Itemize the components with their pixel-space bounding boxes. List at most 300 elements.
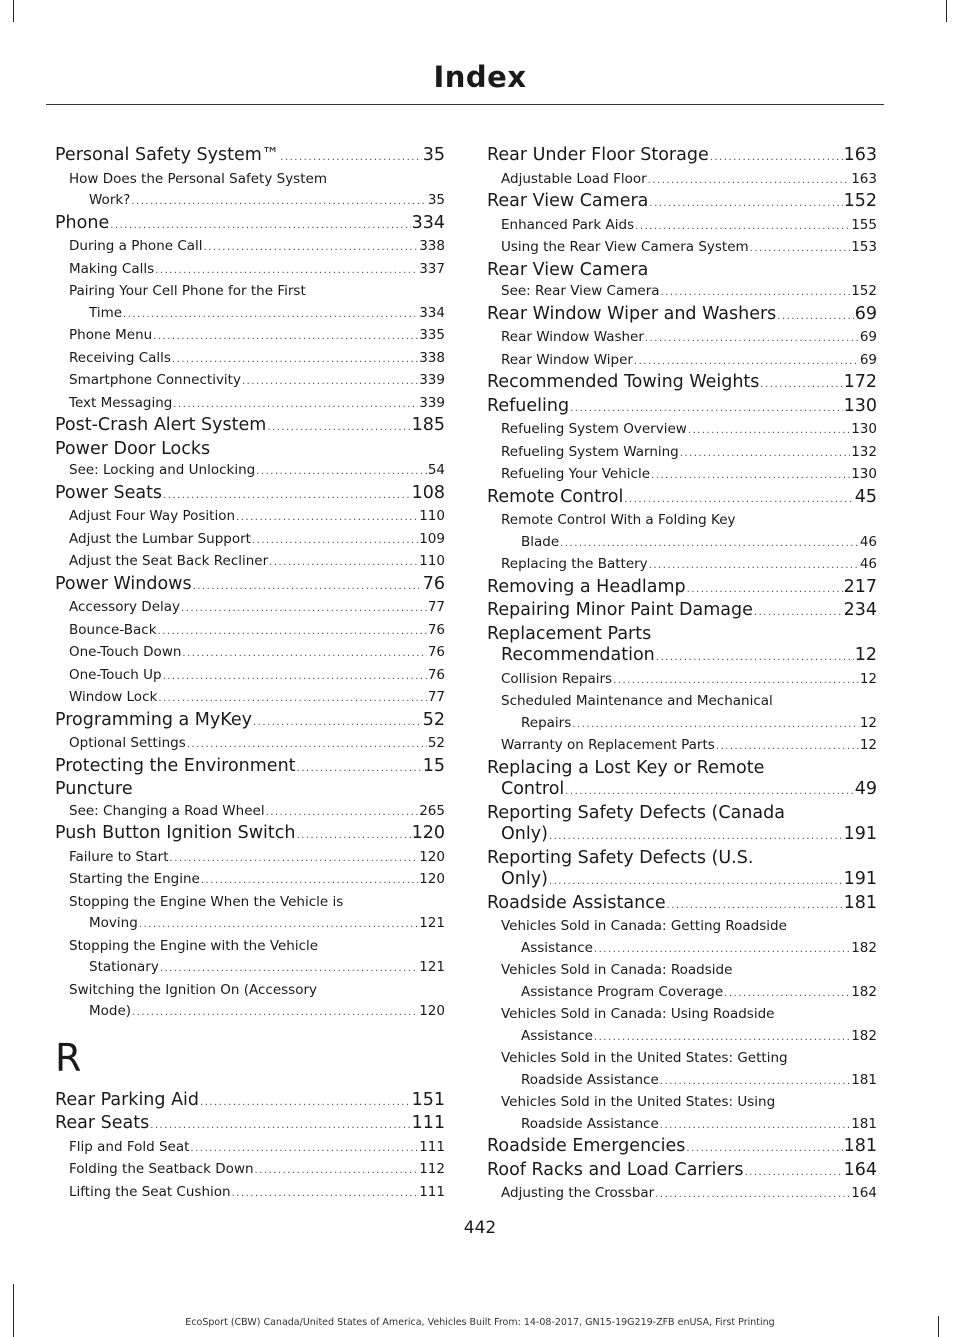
entry-text: Vehicles Sold in Canada: Roadside — [501, 962, 733, 978]
page-ref: 120 — [419, 1003, 445, 1019]
entry-text: Text Messaging — [69, 394, 173, 411]
entry-text: Adjustable Load Floor — [501, 170, 647, 187]
page-ref: 130 — [851, 421, 877, 437]
page-ref: 181 — [851, 1115, 877, 1132]
page-ref: 265 — [419, 802, 445, 819]
entry-text: Roadside Assistance — [521, 1071, 659, 1088]
dot-leader — [724, 983, 850, 1005]
entry-text: Refueling System Warning — [501, 443, 679, 460]
page-ref: 120 — [419, 871, 445, 887]
page-ref: 182 — [851, 1027, 877, 1044]
page-ref: 181 — [843, 892, 877, 913]
index-entry — [487, 600, 877, 624]
page-ref: 181 — [851, 1071, 877, 1088]
entry-text: How Does the Personal Safety System — [69, 170, 327, 187]
page-ref: 191 — [843, 869, 877, 889]
dot-leader — [163, 666, 427, 688]
index-subentry — [487, 419, 877, 442]
entry-text: See: Locking and Unlocking — [69, 462, 256, 478]
entry-text: Rear Window Washer — [501, 329, 644, 345]
page-ref: 337 — [419, 260, 445, 277]
index-subentry — [55, 642, 445, 665]
entry-text: Power Windows — [55, 573, 192, 594]
crop-mark-bottom-left — [13, 1284, 14, 1337]
dot-leader — [256, 461, 427, 483]
entry-text: Push Button Ignition Switch — [55, 823, 296, 843]
page-ref: 46 — [859, 533, 877, 550]
index-subentry — [55, 597, 445, 620]
page-ref: 334 — [419, 304, 445, 321]
header-divider — [46, 104, 884, 105]
entry-text: Control — [501, 779, 565, 799]
dot-leader — [253, 712, 422, 734]
index-subentry — [55, 506, 445, 529]
index-subentry — [55, 236, 445, 259]
index-subentry — [487, 464, 877, 487]
entry-text: Flip and Fold Seat — [69, 1138, 190, 1155]
dot-leader — [572, 714, 859, 736]
page-ref: 76 — [427, 644, 445, 660]
index-subentry — [487, 1183, 877, 1206]
entry-text: Refueling System Overview — [501, 421, 687, 437]
page-ref: 77 — [427, 689, 445, 705]
entry-text: Starting the Engine — [69, 871, 200, 887]
entry-text: Work? — [89, 192, 131, 208]
entry-text: Adjusting the Crossbar — [501, 1185, 655, 1201]
page-ref: 120 — [411, 823, 445, 843]
index-subentry — [55, 460, 445, 483]
entry-text: Using the Rear View Camera System — [501, 239, 749, 255]
footer-text: EcoSport (CBW) Canada/United States of America, Vehicles Built From: 14-08-2017, GN15-19G219-ZFB enUSA, First Printing — [185, 1317, 775, 1328]
index-entry — [55, 415, 445, 439]
page-number: 442 — [463, 1218, 497, 1238]
entry-text: Rear View Camera — [487, 259, 649, 280]
index-subentry — [55, 936, 445, 980]
entry-text: Rear Window Wiper and Washers — [487, 303, 777, 324]
page-ref: 77 — [427, 599, 445, 615]
index-entry — [55, 145, 445, 169]
dot-leader — [648, 170, 851, 192]
index-subentry — [487, 691, 877, 735]
page-ref: 120 — [419, 848, 445, 865]
dot-leader — [201, 870, 418, 892]
dot-leader — [777, 306, 853, 328]
entry-text: Adjust the Lumbar Support — [69, 530, 251, 547]
entry-text: Only) — [501, 869, 548, 889]
dot-leader — [549, 826, 843, 848]
dot-leader — [150, 1115, 410, 1137]
index-entry — [487, 1160, 877, 1184]
dot-leader — [296, 825, 410, 847]
index-subentry — [487, 960, 877, 1004]
dot-leader — [187, 734, 427, 756]
index-subentry — [55, 733, 445, 756]
dot-leader — [236, 507, 418, 529]
entry-text: Window Lock — [69, 689, 158, 705]
dot-leader — [645, 328, 859, 350]
entry-text: Rear Parking Aid — [55, 1089, 200, 1110]
index-subentry — [55, 1182, 445, 1205]
dot-leader — [686, 1138, 842, 1160]
dot-leader — [656, 647, 854, 669]
entry-text: Repairing Minor Paint Damage — [487, 600, 753, 620]
dot-leader — [158, 688, 427, 710]
index-column-left — [55, 145, 445, 1204]
entry-text: Personal Safety System™ — [55, 145, 280, 165]
index-subentry — [487, 1092, 877, 1136]
entry-text: Power Door Locks — [55, 438, 211, 459]
page-ref: 130 — [843, 395, 877, 416]
entry-text: Roadside Emergencies — [487, 1136, 686, 1156]
entry-text: Protecting the Environment — [55, 755, 296, 776]
page-ref: 35 — [422, 145, 445, 165]
page-ref: 108 — [411, 482, 445, 503]
page-ref: 12 — [859, 737, 877, 753]
index-subentry — [55, 869, 445, 892]
dot-leader — [200, 1092, 411, 1114]
dot-leader — [549, 871, 843, 893]
index-subentry — [487, 1048, 877, 1092]
dot-leader — [613, 670, 859, 692]
index-subentry — [55, 1137, 445, 1160]
crop-mark-top-left — [13, 0, 14, 22]
page-ref: 76 — [422, 573, 445, 594]
index-subentry — [487, 327, 877, 350]
index-entry — [487, 803, 877, 848]
entry-text: Remote Control With a Folding Key — [501, 512, 736, 528]
dot-leader — [649, 193, 842, 215]
index-entry — [487, 577, 877, 601]
entry-text: See: Rear View Camera — [501, 283, 660, 299]
index-subentry — [55, 259, 445, 282]
entry-text: Refueling Your Vehicle — [501, 466, 651, 482]
entry-text: Assistance — [521, 939, 593, 956]
dot-leader — [750, 238, 851, 260]
index-subentry — [487, 442, 877, 465]
page-ref: 69 — [859, 329, 877, 345]
page-ref: 217 — [843, 576, 877, 597]
index-subentry — [55, 348, 445, 371]
index-subentry — [487, 510, 877, 554]
entry-text: Reporting Safety Defects (U.S. — [487, 847, 754, 868]
page-ref: 69 — [859, 351, 877, 368]
page-ref: 155 — [851, 216, 877, 233]
dot-leader — [170, 848, 419, 870]
index-subentry — [55, 325, 445, 348]
page-ref: 52 — [422, 709, 445, 730]
entry-text: Phone — [55, 212, 110, 233]
dot-leader — [297, 758, 422, 780]
entry-text: Rear Seats — [55, 1113, 150, 1133]
index-entry — [487, 893, 877, 917]
entry-text: Vehicles Sold in Canada: Getting Roadside — [501, 918, 787, 934]
dot-leader — [635, 216, 850, 238]
entry-text: Rear Under Floor Storage — [487, 145, 709, 165]
index-entry — [55, 213, 445, 237]
page-ref: 112 — [419, 1161, 445, 1177]
page-ref: 12 — [859, 670, 877, 687]
dot-leader — [594, 1027, 850, 1049]
dot-leader — [204, 237, 419, 259]
page-ref: 76 — [427, 666, 445, 683]
index-subentry — [55, 665, 445, 688]
entry-text: Lifting the Seat Cushion — [69, 1183, 231, 1200]
dot-leader — [242, 371, 418, 393]
page-ref: 15 — [422, 755, 445, 776]
section-letter: R — [55, 1035, 82, 1080]
index-entry — [55, 779, 445, 801]
dot-leader — [139, 914, 418, 936]
page-ref: 45 — [854, 486, 877, 507]
page-ref: 153 — [851, 239, 877, 255]
dot-leader — [155, 260, 418, 282]
index-subentry — [55, 620, 445, 643]
dot-leader — [710, 147, 843, 169]
dot-leader — [570, 398, 843, 420]
entry-text: Replacing a Lost Key or Remote — [487, 757, 765, 778]
dot-leader — [560, 533, 859, 555]
entry-text: Scheduled Maintenance and Mechanical — [501, 693, 773, 709]
dot-leader — [267, 417, 410, 439]
entry-text: Stopping the Engine with the Vehicle — [69, 937, 319, 954]
page-ref: 339 — [419, 372, 445, 388]
index-entry — [487, 624, 877, 669]
dot-leader — [181, 598, 427, 620]
page-ref: 35 — [427, 192, 445, 208]
entry-text: Roadside Assistance — [487, 892, 666, 913]
page-ref: 54 — [427, 462, 445, 478]
dot-leader — [649, 555, 859, 577]
entry-text: See: Changing a Road Wheel — [69, 802, 265, 819]
index-entry — [487, 260, 877, 282]
page-ref: 152 — [851, 283, 877, 299]
dot-leader — [172, 349, 418, 371]
index-entry — [55, 574, 445, 598]
entry-text: Accessory Delay — [69, 599, 181, 615]
page-ref: 151 — [411, 1089, 445, 1110]
index-entry — [487, 191, 877, 215]
dot-leader — [110, 215, 410, 237]
index-subentry — [55, 529, 445, 552]
entry-text: Enhanced Park Aids — [501, 216, 635, 233]
entry-text: Stopping the Engine When the Vehicle is — [69, 893, 344, 910]
index-subentry — [55, 370, 445, 393]
dot-leader — [255, 1160, 419, 1182]
page-ref: 130 — [851, 466, 877, 482]
entry-text: One-Touch Down — [69, 644, 182, 660]
page-ref: 121 — [419, 959, 445, 975]
index-subentry — [487, 916, 877, 960]
entry-text: Puncture — [55, 779, 133, 799]
entry-text: Warranty on Replacement Parts — [501, 737, 715, 753]
dot-leader — [754, 602, 843, 624]
dot-leader — [660, 1071, 850, 1093]
dot-leader — [252, 530, 418, 552]
page-ref: 163 — [851, 170, 877, 187]
page-ref: 172 — [843, 372, 877, 392]
index-subentry — [487, 554, 877, 577]
page-ref: 181 — [843, 1136, 877, 1156]
entry-text: Repairs — [521, 714, 572, 731]
index-entry — [487, 304, 877, 328]
page-ref: 110 — [419, 553, 445, 569]
entry-text: Roof Racks and Load Carriers — [487, 1159, 744, 1180]
entry-text: Time — [89, 304, 123, 321]
index-subentry — [55, 801, 445, 824]
index-entry — [55, 710, 445, 734]
dot-leader — [688, 420, 850, 442]
page-ref: 121 — [419, 915, 445, 931]
entry-text: Vehicles Sold in the United States: Getting — [501, 1050, 788, 1066]
dot-leader — [153, 326, 418, 348]
entry-text: Replacing the Battery — [501, 556, 648, 572]
dot-leader — [232, 1183, 419, 1205]
entry-text: Recommended Towing Weights — [487, 372, 760, 392]
entry-text: Adjust Four Way Position — [69, 508, 236, 524]
page-ref: 76 — [427, 621, 445, 638]
index-column-right — [487, 145, 877, 1206]
index-subentry — [487, 281, 877, 304]
dot-leader — [182, 643, 426, 665]
entry-text: Moving — [89, 915, 138, 931]
entry-text: Replacement Parts — [487, 623, 652, 644]
index-entry — [487, 848, 877, 893]
page-ref: 335 — [419, 327, 445, 343]
entry-text: During a Phone Call — [69, 238, 203, 254]
entry-text: Vehicles Sold in the United States: Using — [501, 1094, 776, 1110]
entry-text: Pairing Your Cell Phone for the First — [69, 283, 306, 299]
dot-leader — [744, 1162, 842, 1184]
page-ref: 52 — [427, 735, 445, 751]
dot-leader — [565, 781, 853, 803]
entry-text: Receiving Calls — [69, 349, 171, 366]
dot-leader — [160, 958, 418, 980]
dot-leader — [173, 394, 418, 416]
page-ref: 46 — [859, 556, 877, 572]
dot-leader — [760, 374, 842, 396]
page-title: Index — [433, 60, 527, 94]
dot-leader — [163, 485, 411, 507]
dot-leader — [190, 1138, 418, 1160]
dot-leader — [131, 191, 426, 213]
page-ref: 164 — [851, 1185, 877, 1201]
entry-text: Blade — [521, 533, 560, 550]
dot-leader — [624, 489, 853, 511]
entry-text: Mode) — [89, 1003, 132, 1019]
index-entry — [487, 1136, 877, 1160]
page-ref: 49 — [854, 779, 877, 799]
index-subentry — [55, 281, 445, 325]
page-ref: 109 — [419, 530, 445, 547]
entry-text: Phone Menu — [69, 327, 153, 343]
entry-text: Vehicles Sold in Canada: Using Roadside — [501, 1006, 775, 1022]
index-entry — [55, 483, 445, 507]
entry-text: Recommendation — [501, 645, 655, 665]
page-ref: 338 — [419, 349, 445, 366]
entry-text: Assistance Program Coverage — [521, 983, 724, 1000]
entry-text: Remote Control — [487, 486, 624, 507]
entry-text: Bounce-Back — [69, 621, 157, 638]
entry-text: Post-Crash Alert System — [55, 415, 267, 435]
index-entry — [487, 145, 877, 169]
index-subentry — [487, 735, 877, 758]
index-entry — [55, 439, 445, 461]
index-subentry — [487, 237, 877, 260]
entry-text: Making Calls — [69, 260, 155, 277]
dot-leader — [680, 443, 850, 465]
page-ref: 191 — [843, 824, 877, 844]
dot-leader — [634, 351, 859, 373]
page-ref: 182 — [851, 939, 877, 956]
entry-text: Only) — [501, 824, 548, 844]
dot-leader — [716, 736, 859, 758]
page-ref: 132 — [851, 443, 877, 460]
index-subentry — [487, 669, 877, 692]
index-subentry — [55, 1159, 445, 1182]
entry-text: Roadside Assistance — [521, 1115, 659, 1132]
entry-text: Folding the Seatback Down — [69, 1161, 254, 1177]
page-ref: 185 — [411, 415, 445, 435]
dot-leader — [661, 282, 851, 304]
entry-text: Smartphone Connectivity — [69, 372, 241, 388]
dot-leader — [660, 1115, 850, 1137]
page-ref: 111 — [411, 1113, 445, 1133]
entry-text: Refueling — [487, 395, 570, 416]
dot-leader — [655, 1184, 850, 1206]
page-ref: 234 — [843, 600, 877, 620]
dot-leader — [158, 621, 427, 643]
page-ref: 110 — [419, 508, 445, 524]
page-ref: 163 — [843, 145, 877, 165]
page-ref: 152 — [843, 191, 877, 211]
dot-leader — [667, 895, 843, 917]
page-ref: 12 — [859, 714, 877, 731]
page-ref: 182 — [851, 983, 877, 1000]
dot-leader — [651, 465, 850, 487]
entry-text: Switching the Ignition On (Accessory — [69, 981, 318, 998]
index-subentry — [487, 1004, 877, 1048]
page-ref: 164 — [843, 1159, 877, 1180]
entry-text: One-Touch Up — [69, 666, 162, 683]
entry-text: Stationary — [89, 959, 159, 975]
index-entry — [55, 756, 445, 780]
dot-leader — [123, 304, 418, 326]
page-ref: 334 — [411, 212, 445, 233]
index-entry — [55, 1113, 445, 1137]
entry-text: Optional Settings — [69, 735, 186, 751]
entry-text: Collision Repairs — [501, 670, 613, 687]
dot-leader — [687, 579, 843, 601]
index-subentry — [487, 169, 877, 192]
index-subentry — [55, 847, 445, 870]
index-subentry — [55, 169, 445, 213]
index-subentry — [55, 892, 445, 936]
entry-text: Reporting Safety Defects (Canada — [487, 802, 785, 823]
index-entry — [487, 372, 877, 396]
index-entry — [55, 823, 445, 847]
entry-text: Assistance — [521, 1027, 593, 1044]
entry-text: Rear Window Wiper — [501, 351, 633, 368]
index-entry — [487, 487, 877, 511]
entry-text: Adjust the Seat Back Recliner — [69, 553, 269, 569]
index-subentry — [55, 393, 445, 416]
page-ref: 12 — [854, 645, 877, 665]
page-ref: 111 — [419, 1138, 445, 1155]
page-ref: 111 — [419, 1183, 445, 1200]
dot-leader — [132, 1002, 418, 1024]
entry-text: Failure to Start — [69, 848, 169, 865]
dot-leader — [269, 552, 418, 574]
